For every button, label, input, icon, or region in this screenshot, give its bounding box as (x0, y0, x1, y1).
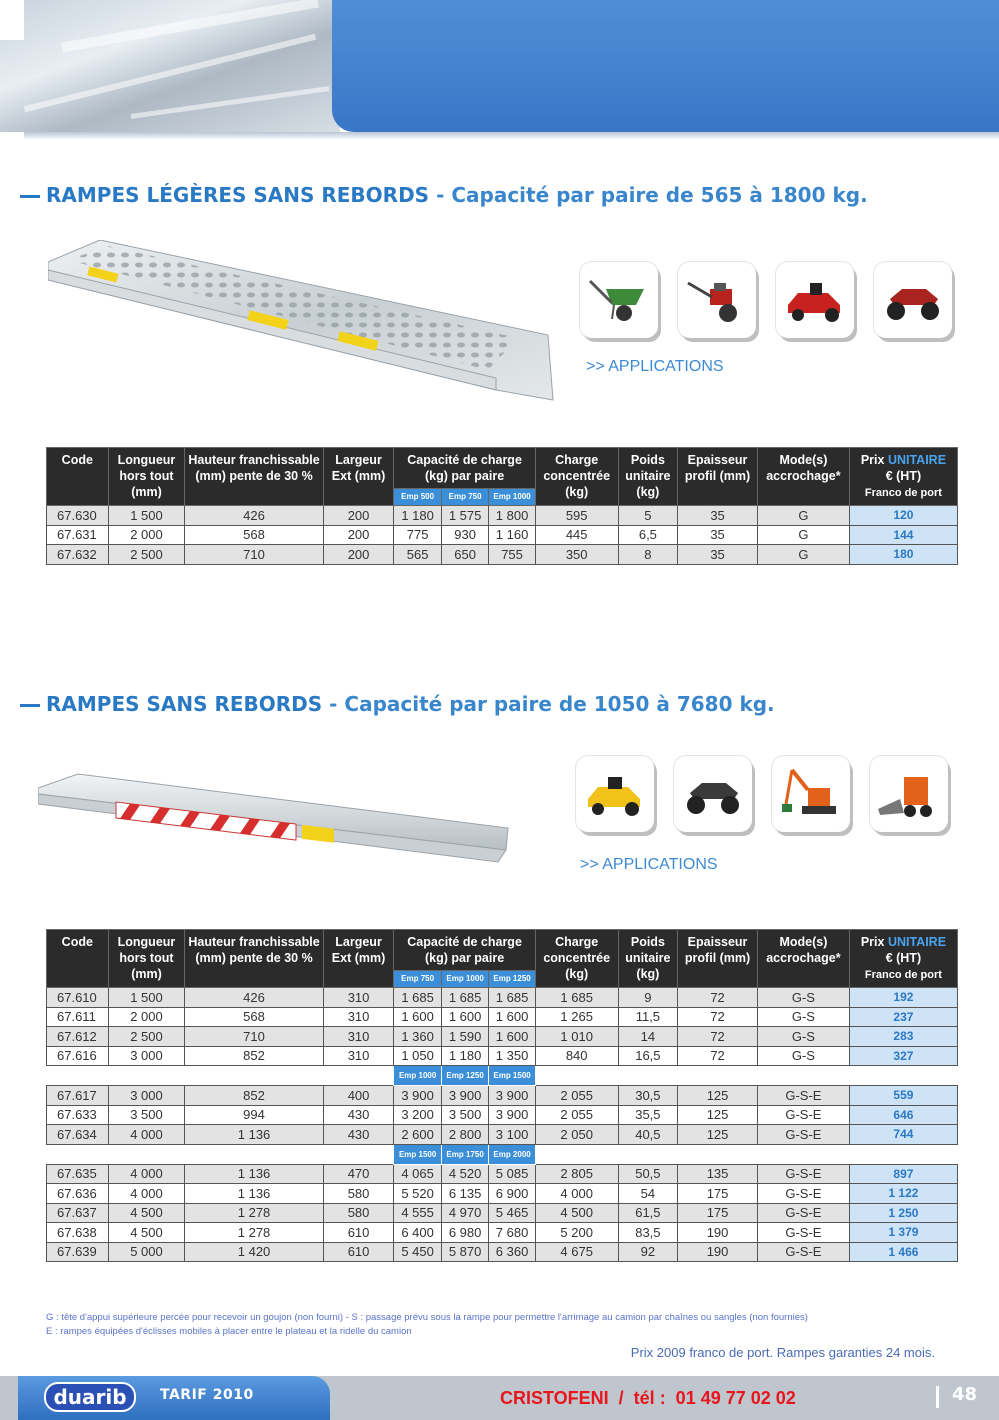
emp-header: Emp 1750 (441, 1144, 488, 1164)
table-cell: 35 (678, 525, 758, 545)
table-cell: 175 (678, 1203, 758, 1223)
ride-on-mower-icon (576, 756, 654, 832)
table-cell: 4 000 (108, 1125, 185, 1145)
table-cell: 426 (185, 506, 323, 526)
table-cell: 930 (441, 525, 488, 545)
table-cell: 710 (185, 545, 323, 565)
unit-price: 897 (849, 1164, 957, 1184)
table-cell: 775 (394, 525, 441, 545)
table-cell: 30,5 (618, 1086, 678, 1106)
table-cell: 4 555 (394, 1203, 441, 1223)
section1-applications (580, 262, 952, 338)
emp-header: Emp 1000 (489, 489, 535, 506)
table-cell: 1 350 (489, 1046, 535, 1066)
spacer-cell (849, 1066, 957, 1086)
table-cell: G-S-E (757, 1184, 849, 1204)
table-row (47, 545, 958, 565)
table-cell: G-S-E (757, 1203, 849, 1223)
table-cell: 3 900 (489, 1086, 535, 1106)
product-code: 67.632 (47, 545, 109, 565)
table-cell: 1 136 (185, 1184, 323, 1204)
spacer-cell (618, 1066, 678, 1086)
table-row (47, 1184, 958, 1204)
tiller-icon (678, 262, 756, 338)
product-code: 67.617 (47, 1086, 109, 1106)
product-code: 67.636 (47, 1184, 109, 1204)
spacer-cell (618, 1144, 678, 1164)
table-cell: G (757, 506, 849, 526)
table-cell: 430 (323, 1125, 394, 1145)
table-cell: 610 (323, 1223, 394, 1243)
unit-price: 283 (849, 1027, 957, 1047)
table2-emp3-row (47, 1144, 958, 1164)
quad-bike-icon (674, 756, 752, 832)
table-cell: G-S-E (757, 1125, 849, 1145)
table-cell: 2 500 (108, 545, 185, 565)
table-cell: 310 (323, 1027, 394, 1047)
table-cell: 1 500 (108, 988, 185, 1008)
spacer-cell (47, 1144, 109, 1164)
table2-emp2-row (47, 1066, 958, 1086)
unit-price: 744 (849, 1125, 957, 1145)
table-cell: 1 360 (394, 1027, 441, 1047)
table-cell: 2 055 (535, 1086, 618, 1106)
spacer-cell (323, 1066, 394, 1086)
unit-price: 1 250 (849, 1203, 957, 1223)
table-cell: 1 685 (394, 988, 441, 1008)
table-cell: 595 (535, 506, 618, 526)
table-cell: 3 200 (394, 1105, 441, 1125)
col-mode: Mode(s) accrochage* (757, 930, 849, 988)
table-row (47, 1125, 958, 1145)
table-cell: 1 685 (441, 988, 488, 1008)
footnote-line: G : tête d'appui supérieure percée pour recevoir un goujon (non fourni) - S : passage prévu sous la rampe pour permettre l'arrimage au camion par chaînes ou sangles (non fournies) (46, 1312, 808, 1323)
quad-bike-icon (874, 262, 952, 338)
col-longueur: Longueur hors tout (mm) (108, 930, 185, 988)
col-epaisseur: Epaisseur profil (mm) (678, 448, 758, 506)
mini-excavator-icon (772, 756, 850, 832)
table-cell: G-S-E (757, 1242, 849, 1262)
table-cell: 710 (185, 1027, 323, 1047)
table-cell: 72 (678, 988, 758, 1008)
table-cell: 11,5 (618, 1007, 678, 1027)
table-cell: 3 500 (108, 1105, 185, 1125)
table1-body (47, 506, 958, 565)
tarif-label: TARIF 2010 (160, 1387, 254, 1403)
spacer-cell (757, 1144, 849, 1164)
table-cell: 1 180 (441, 1046, 488, 1066)
section2-applications (576, 756, 948, 832)
table-row (47, 506, 958, 526)
table-cell: G-S-E (757, 1223, 849, 1243)
table-cell: 426 (185, 988, 323, 1008)
table-cell: 6,5 (618, 525, 678, 545)
header-photo (0, 0, 340, 132)
col-charge: Charge concentrée (kg) (535, 930, 618, 988)
table-cell: 3 900 (441, 1086, 488, 1106)
product-code: 67.611 (47, 1007, 109, 1027)
table-row (47, 1242, 958, 1262)
emp-subheader-row (47, 1066, 958, 1086)
col-hauteur: Hauteur franchissable (mm) pente de 30 % (185, 448, 323, 506)
table-cell: 400 (323, 1086, 394, 1106)
table-cell: 6 900 (489, 1184, 535, 1204)
footnotes (46, 1311, 946, 1339)
table-cell: G-S (757, 1007, 849, 1027)
spacer-cell (757, 1066, 849, 1086)
table-cell: G-S (757, 1046, 849, 1066)
table-cell: G-S-E (757, 1164, 849, 1184)
table-cell: 1 685 (535, 988, 618, 1008)
emp-header: Emp 1500 (394, 1144, 441, 1164)
table-cell: 994 (185, 1105, 323, 1125)
table-cell: 568 (185, 1007, 323, 1027)
section1-title: RAMPES LÉGÈRES SANS REBORDS - Capacité par paire de 565 à 1800 kg. (20, 183, 868, 207)
col-code: Code (47, 448, 109, 506)
product-code: 67.630 (47, 506, 109, 526)
spacer-cell (535, 1066, 618, 1086)
col-mode: Mode(s) accrochage* (757, 448, 849, 506)
spacer-cell (849, 1144, 957, 1164)
table-cell: 755 (489, 545, 535, 565)
table-cell: 4 500 (108, 1223, 185, 1243)
header-blue-panel (332, 0, 999, 132)
col-poids: Poids unitaire (kg) (618, 448, 678, 506)
emp-header: Emp 1000 (441, 971, 488, 988)
table-cell: 6 135 (441, 1184, 488, 1204)
table-cell: 1 010 (535, 1027, 618, 1047)
table-row (47, 1105, 958, 1125)
table-cell: 125 (678, 1125, 758, 1145)
table-row (47, 1164, 958, 1184)
header-shadow (24, 132, 999, 140)
table-cell: 175 (678, 1184, 758, 1204)
footnote-line: E : rampes équipées d'éclisses mobiles à placer entre le plateau et la ridelle du camion (46, 1326, 412, 1337)
table-cell: 200 (323, 545, 394, 565)
table-cell: 7 680 (489, 1223, 535, 1243)
table-cell: 4 500 (108, 1203, 185, 1223)
table-cell: 6 400 (394, 1223, 441, 1243)
table-cell: 83,5 (618, 1223, 678, 1243)
table-cell: 445 (535, 525, 618, 545)
col-largeur: Largeur Ext (mm) (323, 448, 394, 506)
page-divider (936, 1386, 939, 1408)
table-row (47, 988, 958, 1008)
emp-header: Emp 2000 (489, 1144, 535, 1164)
table-cell: 8 (618, 545, 678, 565)
table-cell: 4 000 (108, 1164, 185, 1184)
table-cell: 1 136 (185, 1125, 323, 1145)
table-cell: 200 (323, 506, 394, 526)
skid-steer-loader-icon (870, 756, 948, 832)
table-cell: G-S-E (757, 1086, 849, 1106)
table-cell: 72 (678, 1007, 758, 1027)
table-cell: 2 805 (535, 1164, 618, 1184)
table-cell: G (757, 525, 849, 545)
table-cell: G-S (757, 1027, 849, 1047)
table-cell: 2 000 (108, 1007, 185, 1027)
table-cell: 1 500 (108, 506, 185, 526)
table-cell: 5 000 (108, 1242, 185, 1262)
unit-price: 120 (849, 506, 957, 526)
table-row (47, 1203, 958, 1223)
table-cell: 54 (618, 1184, 678, 1204)
unit-price: 237 (849, 1007, 957, 1027)
table-cell: 1 600 (394, 1007, 441, 1027)
emp-header: Emp 500 (394, 489, 441, 506)
table-cell: 3 500 (441, 1105, 488, 1125)
unit-price: 192 (849, 988, 957, 1008)
table-cell: 50,5 (618, 1164, 678, 1184)
table-cell: 610 (323, 1242, 394, 1262)
table-cell: 6 360 (489, 1242, 535, 1262)
table-cell: G-S (757, 988, 849, 1008)
emp-header: Emp 1500 (489, 1066, 535, 1086)
wheelbarrow-icon (580, 262, 658, 338)
table-cell: 5 200 (535, 1223, 618, 1243)
table-cell: 1 180 (394, 506, 441, 526)
table-cell: 200 (323, 525, 394, 545)
table-cell: 2 500 (108, 1027, 185, 1047)
spacer-cell (323, 1144, 394, 1164)
product-code: 67.612 (47, 1027, 109, 1047)
ride-on-mower-icon (776, 262, 854, 338)
table-cell: 4 675 (535, 1242, 618, 1262)
table-cell: 470 (323, 1164, 394, 1184)
table-row (47, 525, 958, 545)
unit-price: 559 (849, 1086, 957, 1106)
product-code: 67.637 (47, 1203, 109, 1223)
table-cell: 35 (678, 506, 758, 526)
table-cell: 6 980 (441, 1223, 488, 1243)
table-cell: 2 600 (394, 1125, 441, 1145)
table-cell: 580 (323, 1184, 394, 1204)
col-prix: Prix UNITAIRE € (HT) Franco de port (849, 930, 957, 988)
unit-price: 144 (849, 525, 957, 545)
table-cell: 310 (323, 988, 394, 1008)
table-cell: 568 (185, 525, 323, 545)
col-capacite: Capacité de charge (kg) par paire (394, 448, 535, 489)
spacer-cell (535, 1144, 618, 1164)
unit-price: 646 (849, 1105, 957, 1125)
table-cell: 72 (678, 1046, 758, 1066)
table-cell: 3 900 (394, 1086, 441, 1106)
table-cell: 4 000 (535, 1184, 618, 1204)
table2-group2 (47, 1086, 958, 1145)
table-cell: 3 000 (108, 1046, 185, 1066)
table-cell: 1 050 (394, 1046, 441, 1066)
table-cell: 72 (678, 1027, 758, 1047)
section1-applications-label: >> APPLICATIONS (586, 358, 724, 375)
table-cell: 1 575 (441, 506, 488, 526)
table-cell: 5 (618, 506, 678, 526)
table-cell: 2 000 (108, 525, 185, 545)
table-cell: 580 (323, 1203, 394, 1223)
table-row (47, 1027, 958, 1047)
table-cell: 1 265 (535, 1007, 618, 1027)
col-epaisseur: Epaisseur profil (mm) (678, 930, 758, 988)
brand-logo: duarib (44, 1382, 136, 1412)
table-cell: 852 (185, 1046, 323, 1066)
product-code: 67.635 (47, 1164, 109, 1184)
product-code: 67.616 (47, 1046, 109, 1066)
table-cell: 190 (678, 1242, 758, 1262)
contact-info: CRISTOFENI / tél : 01 49 77 02 02 (500, 1388, 796, 1408)
spacer-cell (185, 1144, 323, 1164)
section2-title: RAMPES SANS REBORDS - Capacité par paire de 1050 à 7680 kg. (20, 692, 775, 716)
table-cell: 430 (323, 1105, 394, 1125)
unit-price: 1 466 (849, 1242, 957, 1262)
col-hauteur: Hauteur franchissable (mm) pente de 30 % (185, 930, 323, 988)
table-cell: 1 600 (489, 1007, 535, 1027)
table-cell: 4 970 (441, 1203, 488, 1223)
spacer-cell (108, 1144, 185, 1164)
table-cell: 3 100 (489, 1125, 535, 1145)
spacer-cell (678, 1066, 758, 1086)
table-cell: 1 590 (441, 1027, 488, 1047)
product-code: 67.631 (47, 525, 109, 545)
table-cell: 92 (618, 1242, 678, 1262)
table-cell: 310 (323, 1046, 394, 1066)
unit-price: 327 (849, 1046, 957, 1066)
col-charge: Charge concentrée (kg) (535, 448, 618, 506)
table-cell: 2 800 (441, 1125, 488, 1145)
table-cell: 4 065 (394, 1164, 441, 1184)
table-cell: 1 685 (489, 988, 535, 1008)
table-cell: 61,5 (618, 1203, 678, 1223)
table-cell: 565 (394, 545, 441, 565)
table-cell: 35 (678, 545, 758, 565)
table-row (47, 1086, 958, 1106)
table-cell: 1 160 (489, 525, 535, 545)
table-cell: 5 085 (489, 1164, 535, 1184)
table-cell: 125 (678, 1086, 758, 1106)
emp-header: Emp 1250 (489, 971, 535, 988)
ramp-illustration (38, 770, 518, 865)
product-code: 67.634 (47, 1125, 109, 1145)
table-cell: 650 (441, 545, 488, 565)
table-row (47, 1223, 958, 1243)
unit-price: 180 (849, 545, 957, 565)
table-cell: 5 520 (394, 1184, 441, 1204)
col-prix: Prix UNITAIRE € (HT) Franco de port (849, 448, 957, 506)
table-cell: 14 (618, 1027, 678, 1047)
table-cell: 310 (323, 1007, 394, 1027)
table-cell: 350 (535, 545, 618, 565)
table-cell: 1 420 (185, 1242, 323, 1262)
table-cell: 40,5 (618, 1125, 678, 1145)
light-ramp-illustration (48, 240, 558, 410)
table-cell: 1 600 (441, 1007, 488, 1027)
table-light-ramps (46, 447, 958, 565)
table-ramps (46, 929, 958, 1262)
page-number: 48 (951, 1384, 977, 1405)
table-cell: 1 136 (185, 1164, 323, 1184)
table-cell: 190 (678, 1223, 758, 1243)
spacer-cell (47, 1066, 109, 1086)
table-cell: 1 278 (185, 1223, 323, 1243)
table-row (47, 1046, 958, 1066)
section2-applications-label: >> APPLICATIONS (580, 856, 718, 873)
table-row (47, 1007, 958, 1027)
table-cell: 2 050 (535, 1125, 618, 1145)
table-cell: 5 450 (394, 1242, 441, 1262)
table2-group3 (47, 1164, 958, 1262)
unit-price: 1 122 (849, 1184, 957, 1204)
product-code: 67.638 (47, 1223, 109, 1243)
spacer-cell (108, 1066, 185, 1086)
emp-header: Emp 1250 (441, 1066, 488, 1086)
table-cell: 840 (535, 1046, 618, 1066)
table-cell: 135 (678, 1164, 758, 1184)
col-longueur: Longueur hors tout (mm) (108, 448, 185, 506)
table-cell: 3 000 (108, 1086, 185, 1106)
emp-header: Emp 1000 (394, 1066, 441, 1086)
emp-header: Emp 750 (441, 489, 488, 506)
table-cell: 35,5 (618, 1105, 678, 1125)
table-cell: 16,5 (618, 1046, 678, 1066)
emp-subheader-row (47, 1144, 958, 1164)
table-cell: 1 800 (489, 506, 535, 526)
col-capacite: Capacité de charge (kg) par paire (394, 930, 535, 971)
table2-group1 (47, 988, 958, 1066)
price-note: Prix 2009 franco de port. Rampes garanties 24 mois. (630, 1345, 935, 1360)
table-cell: 4 520 (441, 1164, 488, 1184)
col-poids: Poids unitaire (kg) (618, 930, 678, 988)
spacer-cell (185, 1066, 323, 1086)
table-cell: 5 870 (441, 1242, 488, 1262)
table-cell: 9 (618, 988, 678, 1008)
col-largeur: Largeur Ext (mm) (323, 930, 394, 988)
spacer-cell (678, 1144, 758, 1164)
table-cell: 1 278 (185, 1203, 323, 1223)
table-cell: 2 055 (535, 1105, 618, 1125)
table-cell: 852 (185, 1086, 323, 1106)
unit-price: 1 379 (849, 1223, 957, 1243)
product-code: 67.639 (47, 1242, 109, 1262)
table-cell: 4 500 (535, 1203, 618, 1223)
table-cell: 125 (678, 1105, 758, 1125)
emp-header: Emp 750 (394, 971, 441, 988)
table-cell: 1 600 (489, 1027, 535, 1047)
col-code: Code (47, 930, 109, 988)
table-cell: 5 465 (489, 1203, 535, 1223)
product-code: 67.610 (47, 988, 109, 1008)
table-cell: 4 000 (108, 1184, 185, 1204)
table-cell: 3 900 (489, 1105, 535, 1125)
table-cell: G (757, 545, 849, 565)
table-cell: G-S-E (757, 1105, 849, 1125)
product-code: 67.633 (47, 1105, 109, 1125)
